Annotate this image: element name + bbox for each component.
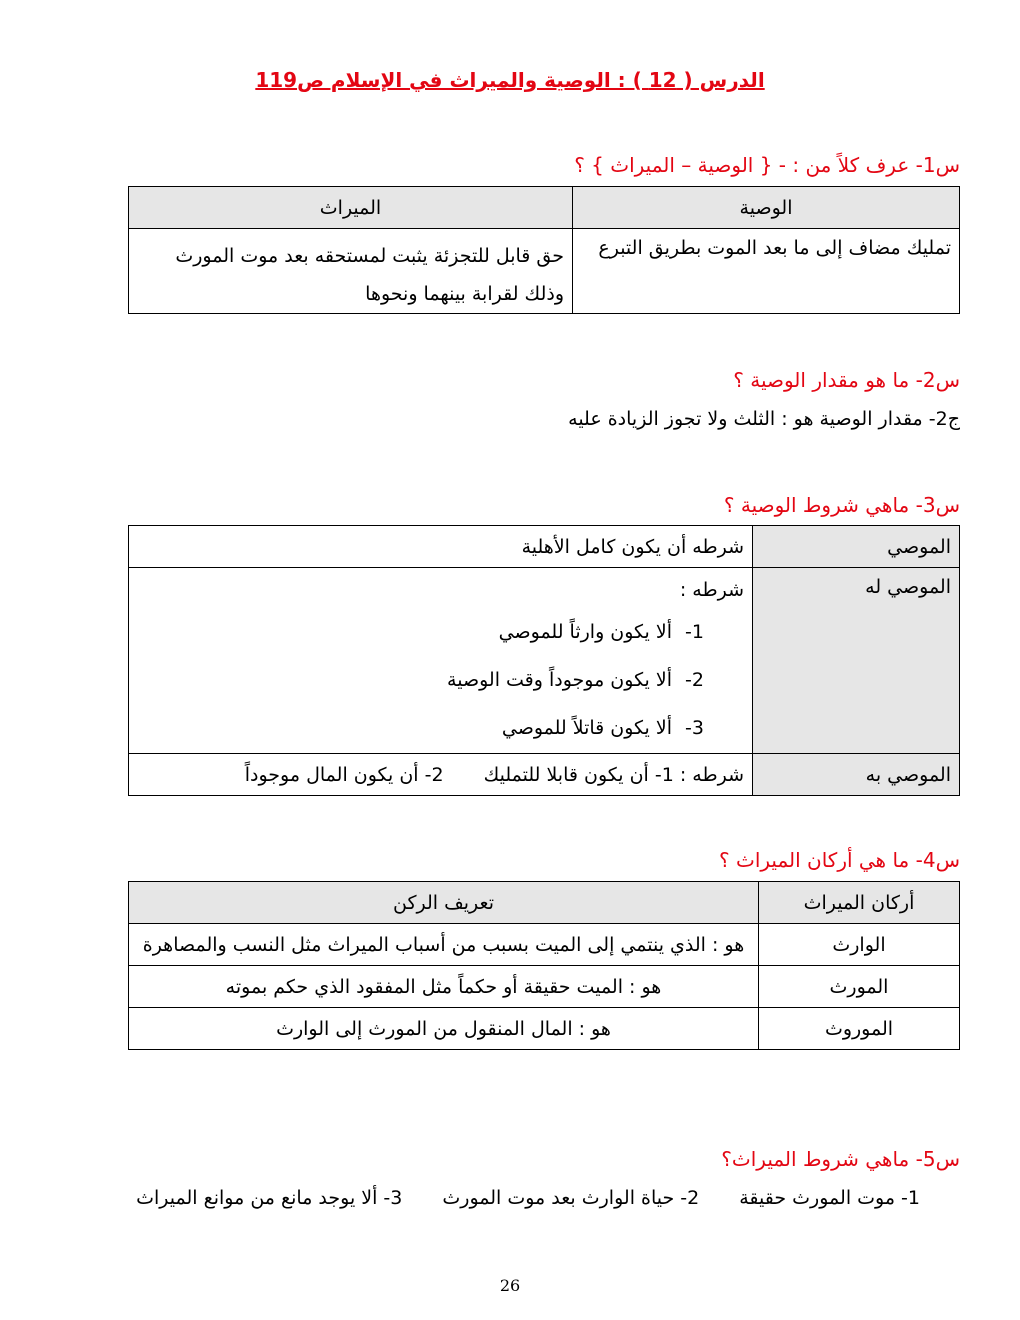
pillar-definition: هو : الميت حقيقة أو حكماً مثل المفقود الذي حكم بموته (129, 966, 759, 1008)
lesson-title: الدرس ( 12 ) : الوصية والميراث في الإسلام ص119 (255, 68, 765, 92)
musalah-label: الموصي له (753, 568, 960, 754)
musi-label: الموصي (753, 526, 960, 568)
musi-condition: شرطه أن يكون كامل الأهلية (129, 526, 753, 568)
musabih-conditions (129, 754, 753, 796)
page-number: 26 (499, 1276, 521, 1295)
header-mirath: الميراث (129, 187, 573, 229)
musalah-intro: شرطه : (679, 579, 744, 601)
mirath-definition-line-1: حق قابل للتجزئة يثبت لمستحقه بعد موت المورث (175, 245, 564, 267)
mirath-pillars-table (128, 881, 960, 1050)
question-2: س2- ما هو مقدار الوصية ؟ (733, 368, 960, 392)
question-3: س3- ماهي شروط الوصية ؟ (723, 493, 960, 517)
mirath-definition (129, 229, 573, 314)
table-row (129, 924, 960, 966)
pillar-warith: الوارث (759, 924, 960, 966)
header-definition: تعريف الركن (129, 882, 759, 924)
wasiya-definition: تمليك مضاف إلى ما بعد الموت بطريق التبرع (573, 229, 960, 314)
definitions-table (128, 186, 960, 314)
answer-2: ج2- مقدار الوصية هو : الثلث ولا تجوز الزيادة عليه (568, 408, 960, 430)
pillar-mawruth: الموروث (759, 1008, 960, 1050)
question-4: س4- ما هي أركان الميراث ؟ (719, 848, 960, 872)
list-item: 1-ألا يكون وارثاً للموصي (498, 621, 704, 643)
table-row (129, 966, 960, 1008)
table-row (129, 1008, 960, 1050)
pillar-definition: هو : المال المنقول من المورث إلى الوارث (129, 1008, 759, 1050)
pillar-definition: هو : الذي ينتمي إلى الميت بسبب من أسباب الميراث مثل النسب والمصاهرة (129, 924, 759, 966)
musabih-label: الموصي به (753, 754, 960, 796)
pillar-muwarrith: المورث (759, 966, 960, 1008)
musabih-condition-2: 2- أن يكون المال موجوداً (244, 763, 444, 786)
mirath-definition-line-2: وذلك لقرابة بينهما ونحوها (365, 283, 564, 305)
musabih-condition-1: شرطه : 1- أن يكون قابلا للتمليك (483, 763, 744, 786)
mirath-condition-3: 3- ألا يوجد مانع من موانع الميراث (136, 1187, 403, 1209)
musalah-list (137, 608, 744, 752)
mirath-condition-1: 1- موت المورث حقيقة (739, 1187, 920, 1209)
header-wasiya: الوصية (573, 187, 960, 229)
question-1: س1- عرف كلاً من : - { الوصية – الميراث } ؟ (574, 153, 960, 177)
answer-5 (136, 1187, 920, 1209)
question-5: س5- ماهي شروط الميراث؟ (721, 1147, 960, 1171)
musalah-conditions (129, 568, 753, 754)
header-pillar: أركان الميراث (759, 882, 960, 924)
list-item: 3-ألا يكون قاتلاً للموصي (501, 717, 704, 739)
wasiya-conditions-table (128, 525, 960, 796)
mirath-condition-2: 2- حياة الوارث بعد موت المورث (442, 1187, 700, 1209)
list-item: 2-ألا يكون موجوداً وقت الوصية (447, 669, 704, 691)
